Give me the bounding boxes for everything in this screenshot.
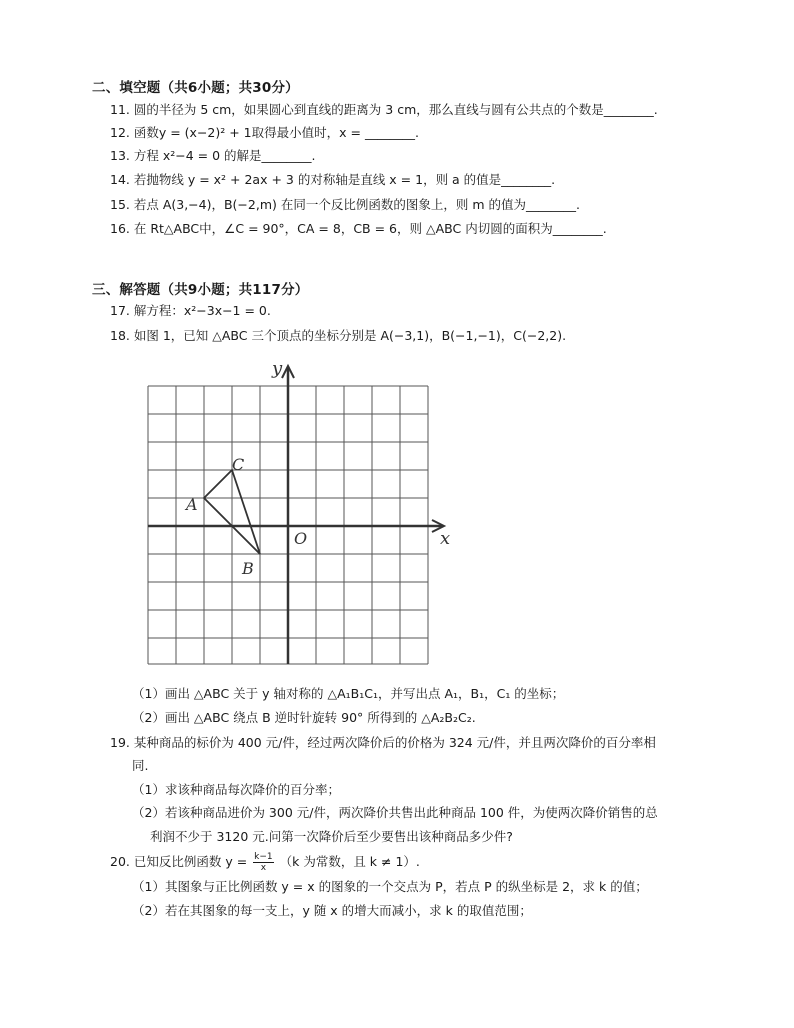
coordinate-figure	[140, 358, 460, 674]
point-a-label: A	[186, 495, 198, 514]
question-18-part-2: （2）画出 △ABC 绕点 B 逆时针旋转 90° 所得到的 △A₂B₂C₂.	[132, 710, 476, 725]
question-20-part-1: （1）其图象与正比例函数 y = x 的图象的一个交点为 P，若点 P 的纵坐标是 2，求 k 的值；	[132, 879, 648, 894]
point-c-label: C	[232, 455, 245, 474]
question-18: 18. 如图 1，已知 △ABC 三个顶点的坐标分别是 A(−3,1)，B(−1,−1)，C(−2,2).	[110, 328, 567, 343]
question-19-part-2: （2）若该种商品进价为 300 元/件，两次降价共售出此种商品 100 件，为使两次降价销售的总	[132, 805, 658, 820]
question-13: 13. 方程 x²−4 = 0 的解是________.	[110, 148, 316, 163]
origin-label: O	[294, 529, 308, 548]
question-18-part-1: （1）画出 △ABC 关于 y 轴对称的 △A₁B₁C₁，并写出点 A₁，B₁，C₁ 的坐标；	[132, 686, 565, 701]
question-20	[110, 852, 420, 873]
question-12: 12. 函数y = (x−2)² + 1取得最小值时，x = ________.	[110, 125, 419, 140]
question-17: 17. 解方程：x²−3x−1 = 0.	[110, 303, 271, 318]
question-19: 19. 某种商品的标价为 400 元/件，经过两次降价后的价格为 324 元/件，并且两次降价的百分率相	[110, 735, 656, 750]
x-axis-label: x	[440, 528, 451, 549]
section-3-title: 三、解答题（共9小题；共117分）	[92, 282, 309, 298]
question-16: 16. 在 Rt△ABC中，∠C = 90°，CA = 8，CB = 6，则 △ABC 内切圆的面积为________.	[110, 221, 607, 236]
question-20-part-2: （2）若在其图象的每一支上，y 随 x 的增大而减小，求 k 的取值范围；	[132, 903, 532, 918]
fraction	[253, 852, 273, 873]
question-15: 15. 若点 A(3,−4)，B(−2,m) 在同一个反比例函数的图象上，则 m 的值为________.	[110, 197, 580, 212]
question-19-part-1: （1）求该种商品每次降价的百分率；	[132, 782, 340, 797]
point-b-label: B	[242, 559, 254, 578]
question-20-suffix: （k 为常数，且 k ≠ 1）.	[279, 854, 420, 869]
question-11: 11. 圆的半径为 5 cm，如果圆心到直线的距离为 3 cm，那么直线与圆有公共点的个数是________.	[110, 102, 658, 117]
question-19-part-2-continued: 利润不少于 3120 元.问第一次降价后至少要售出该种商品多少件?	[150, 829, 513, 844]
fraction-numerator: k−1	[254, 852, 273, 862]
fraction-denominator: x	[260, 863, 267, 873]
y-axis-label: y	[272, 358, 283, 379]
coordinate-grid-svg	[140, 358, 460, 674]
question-14: 14. 若抛物线 y = x² + 2ax + 3 的对称轴是直线 x = 1，则 a 的值是________.	[110, 172, 556, 187]
question-19-continued: 同.	[132, 758, 149, 773]
question-20-prefix: 20. 已知反比例函数 y =	[110, 854, 248, 869]
section-2-title: 二、填空题（共6小题；共30分）	[92, 80, 299, 96]
